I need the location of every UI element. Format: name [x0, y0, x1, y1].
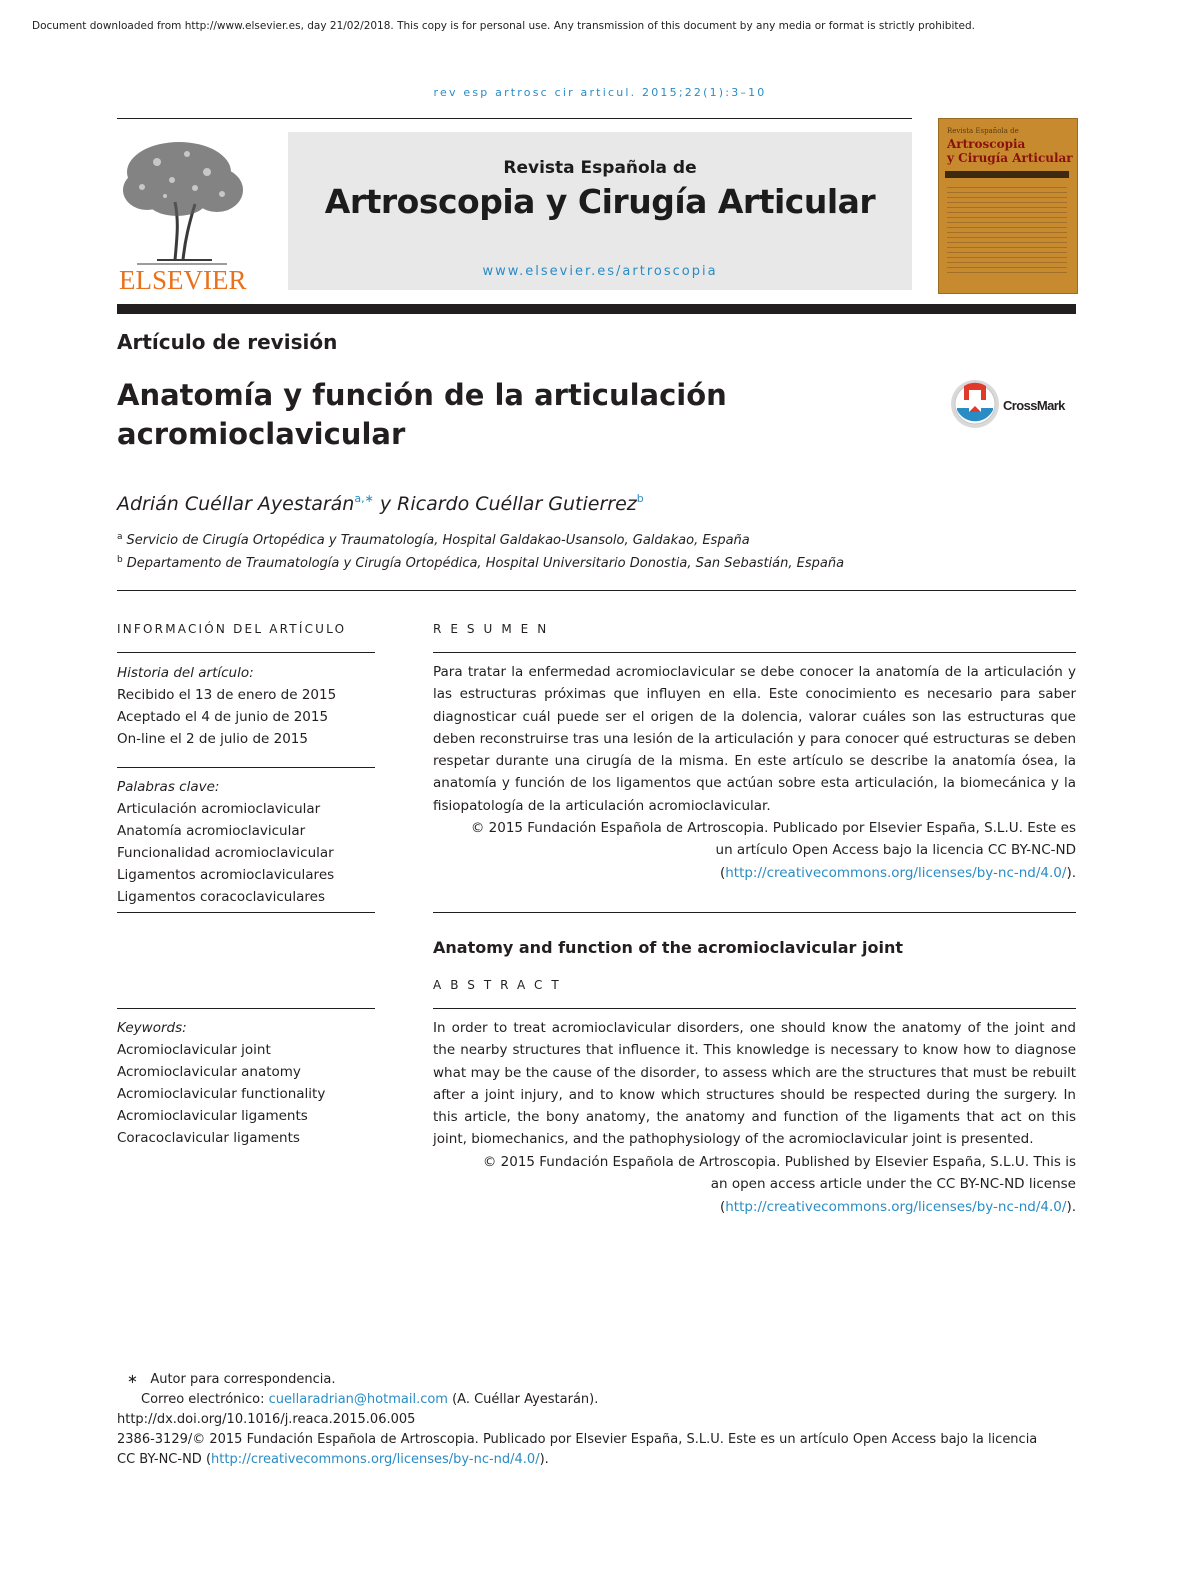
doi-link[interactable]: http://dx.doi.org/10.1016/j.reaca.2015.06.005	[117, 1412, 416, 1427]
article-info-rule	[117, 652, 375, 653]
history-label: Historia del artículo:	[117, 665, 254, 681]
download-notice: Document downloaded from http://www.elsevier.es, day 21/02/2018. This copy is for personal use. Any transmission of this document by any media or format is strictly prohibited.	[32, 20, 975, 32]
elsevier-tree-icon	[117, 132, 262, 292]
elsevier-logo	[117, 132, 262, 292]
keyword: Articulación acromioclavicular	[117, 801, 321, 817]
keyword: Anatomía acromioclavicular	[117, 823, 306, 839]
keyword: Ligamentos coracoclaviculares	[117, 889, 325, 905]
license-line: CC BY-NC-ND (http://creativecommons.org/licenses/by-nc-nd/4.0/).	[117, 1452, 549, 1467]
masthead-title: Artroscopia y Cirugía Articular	[324, 182, 876, 221]
abstract-license-link[interactable]: http://creativecommons.org/licenses/by-nc-nd/4.0/	[725, 1198, 1067, 1215]
keywords-label: Palabras clave:	[117, 779, 220, 795]
keyword-en: Coracoclavicular ligaments	[117, 1130, 300, 1146]
email-link[interactable]: cuellaradrian@hotmail.com	[268, 1392, 448, 1407]
corresponding-author-note: ∗ Autor para correspondencia.	[127, 1372, 336, 1387]
cover-line1: Revista Española de	[947, 127, 1019, 135]
journal-citation: rev esp artrosc cir articul. 2015;22(1):3–10	[433, 86, 767, 99]
email-note: Correo electrónico: cuellaradrian@hotmail.com (A. Cuéllar Ayestarán).	[141, 1392, 599, 1407]
author-2-affiliation-mark[interactable]: b	[636, 492, 644, 505]
crossmark-badge[interactable]	[949, 378, 1079, 430]
article-info-heading: INFORMACIÓN DEL ARTÍCULO	[117, 622, 347, 636]
keyword-en: Acromioclavicular anatomy	[117, 1064, 301, 1080]
keywords-en-rule	[117, 1008, 375, 1009]
resumen-license-link[interactable]: http://creativecommons.org/licenses/by-nc-nd/4.0/	[725, 864, 1067, 881]
author-connector: y Ricardo Cuéllar Gutierrez	[373, 493, 637, 515]
author-list	[117, 492, 644, 515]
abstract-heading: ABSTRACT	[433, 978, 568, 992]
abstract-rule	[433, 1008, 1076, 1009]
crossmark-label: CrossMark	[1003, 398, 1065, 413]
keyword: Ligamentos acromioclaviculares	[117, 867, 335, 883]
affiliation-b: $^b$ Departamento de Traumatología y Cirugía Ortopédica, Hospital Universitario Donostia, San Sebastián, España	[117, 555, 845, 571]
footer-license-link[interactable]: http://creativecommons.org/licenses/by-nc-nd/4.0/	[211, 1452, 540, 1467]
author-1-affiliation-marks[interactable]: a,∗	[354, 492, 374, 505]
cover-band	[945, 171, 1069, 178]
journal-url-link[interactable]: www.elsevier.es/artroscopia	[482, 264, 718, 279]
abstract-copyright: © 2015 Fundación Española de Artroscopia. Published by Elsevier España, S.L.U. This is an open access article under the CC BY-NC-ND license (http://creativecommons.org/licenses/by-nc-nd/4.0/).	[482, 1154, 1076, 1215]
resumen-copyright: © 2015 Fundación Española de Artroscopia. Publicado por Elsevier España, S.L.U. Este es un artículo Open Access bajo la licencia CC BY-NC-ND (http://creativecommons.org/licenses/by-nc-nd/4.0/).	[470, 820, 1076, 881]
author-1: Adrián Cuéllar Ayestarán	[117, 493, 355, 515]
masthead-subtitle: Revista Española de	[503, 158, 697, 178]
history-received: Recibido el 13 de enero de 2015	[117, 687, 337, 703]
title-line-1: Anatomía y función de la articulación	[117, 378, 727, 412]
resumen-end-rule	[433, 912, 1076, 913]
article-title	[117, 376, 877, 454]
keyword-en: Acromioclavicular joint	[117, 1042, 271, 1058]
crossmark-icon	[949, 378, 1079, 430]
keywords-en-label: Keywords:	[117, 1020, 187, 1036]
cover-title: Artroscopia y Cirugía Articular	[947, 137, 1073, 165]
masthead-rule	[117, 304, 1076, 314]
english-title: Anatomy and function of the acromioclavicular joint	[433, 938, 903, 957]
affiliation-a: $^a$ Servicio de Cirugía Ortopédica y Traumatología, Hospital Galdakao-Usansolo, Galdakao, España	[117, 532, 750, 548]
title-line-2: acromioclavicular	[117, 417, 406, 451]
elsevier-wordmark: ELSEVIER	[119, 265, 247, 292]
resumen-rule	[433, 652, 1076, 653]
article-type: Artículo de revisión	[117, 330, 338, 354]
resumen-heading: RESUMEN	[433, 622, 556, 636]
cover-contents	[947, 183, 1067, 273]
keyword-en: Acromioclavicular functionality	[117, 1086, 326, 1102]
affiliation-rule	[117, 590, 1076, 591]
history-accepted: Aceptado el 4 de junio de 2015	[117, 709, 329, 725]
history-online: On-line el 2 de julio de 2015	[117, 731, 308, 747]
abstract-text: In order to treat acromioclavicular disorders, one should know the anatomy of the joint and the nearby structures that influence it. This knowledge is necessary to know how to diagnose what may be the cause of the disorder, to assess which are the structures that must be rebuilt after a joint injury, and to know which structures should be respected during the surgery. In this article, the bony anatomy, the anatomy and function of the ligaments that act on this joint, biomechanics, and the pathophysiology of the acromioclavicular joint is presented.	[433, 1020, 1076, 1148]
keyword-en: Acromioclavicular ligaments	[117, 1108, 308, 1124]
header-rule	[117, 118, 912, 119]
history-rule	[117, 767, 375, 768]
keyword: Funcionalidad acromioclavicular	[117, 845, 334, 861]
keywords-rule	[117, 912, 375, 913]
issn-line: 2386-3129/© 2015 Fundación Española de Artroscopia. Publicado por Elsevier España, S.L.U. Este es un artículo Open Access bajo la licencia	[117, 1432, 1038, 1447]
journal-cover-thumbnail	[938, 118, 1078, 294]
journal-masthead	[288, 132, 912, 290]
resumen-text: Para tratar la enfermedad acromioclavicular se debe conocer la anatomía de la articulación y las estructuras próximas que influyen en ella. Este conocimiento es necesario para saber diagnosticar cuál puede ser el origen de la dolencia, valorar cuáles son las estructuras que deben reconstruirse tras una lesión de la articulación y para conocer qué estructuras se deben respetar durante una cirugía de la misma. En este artículo se describe la anatomía ósea, la anatomía y función de los ligamentos que actúan sobre esta articulación, la biomecánica y la fisiopatología de la articulación acromioclavicular.	[433, 664, 1076, 814]
